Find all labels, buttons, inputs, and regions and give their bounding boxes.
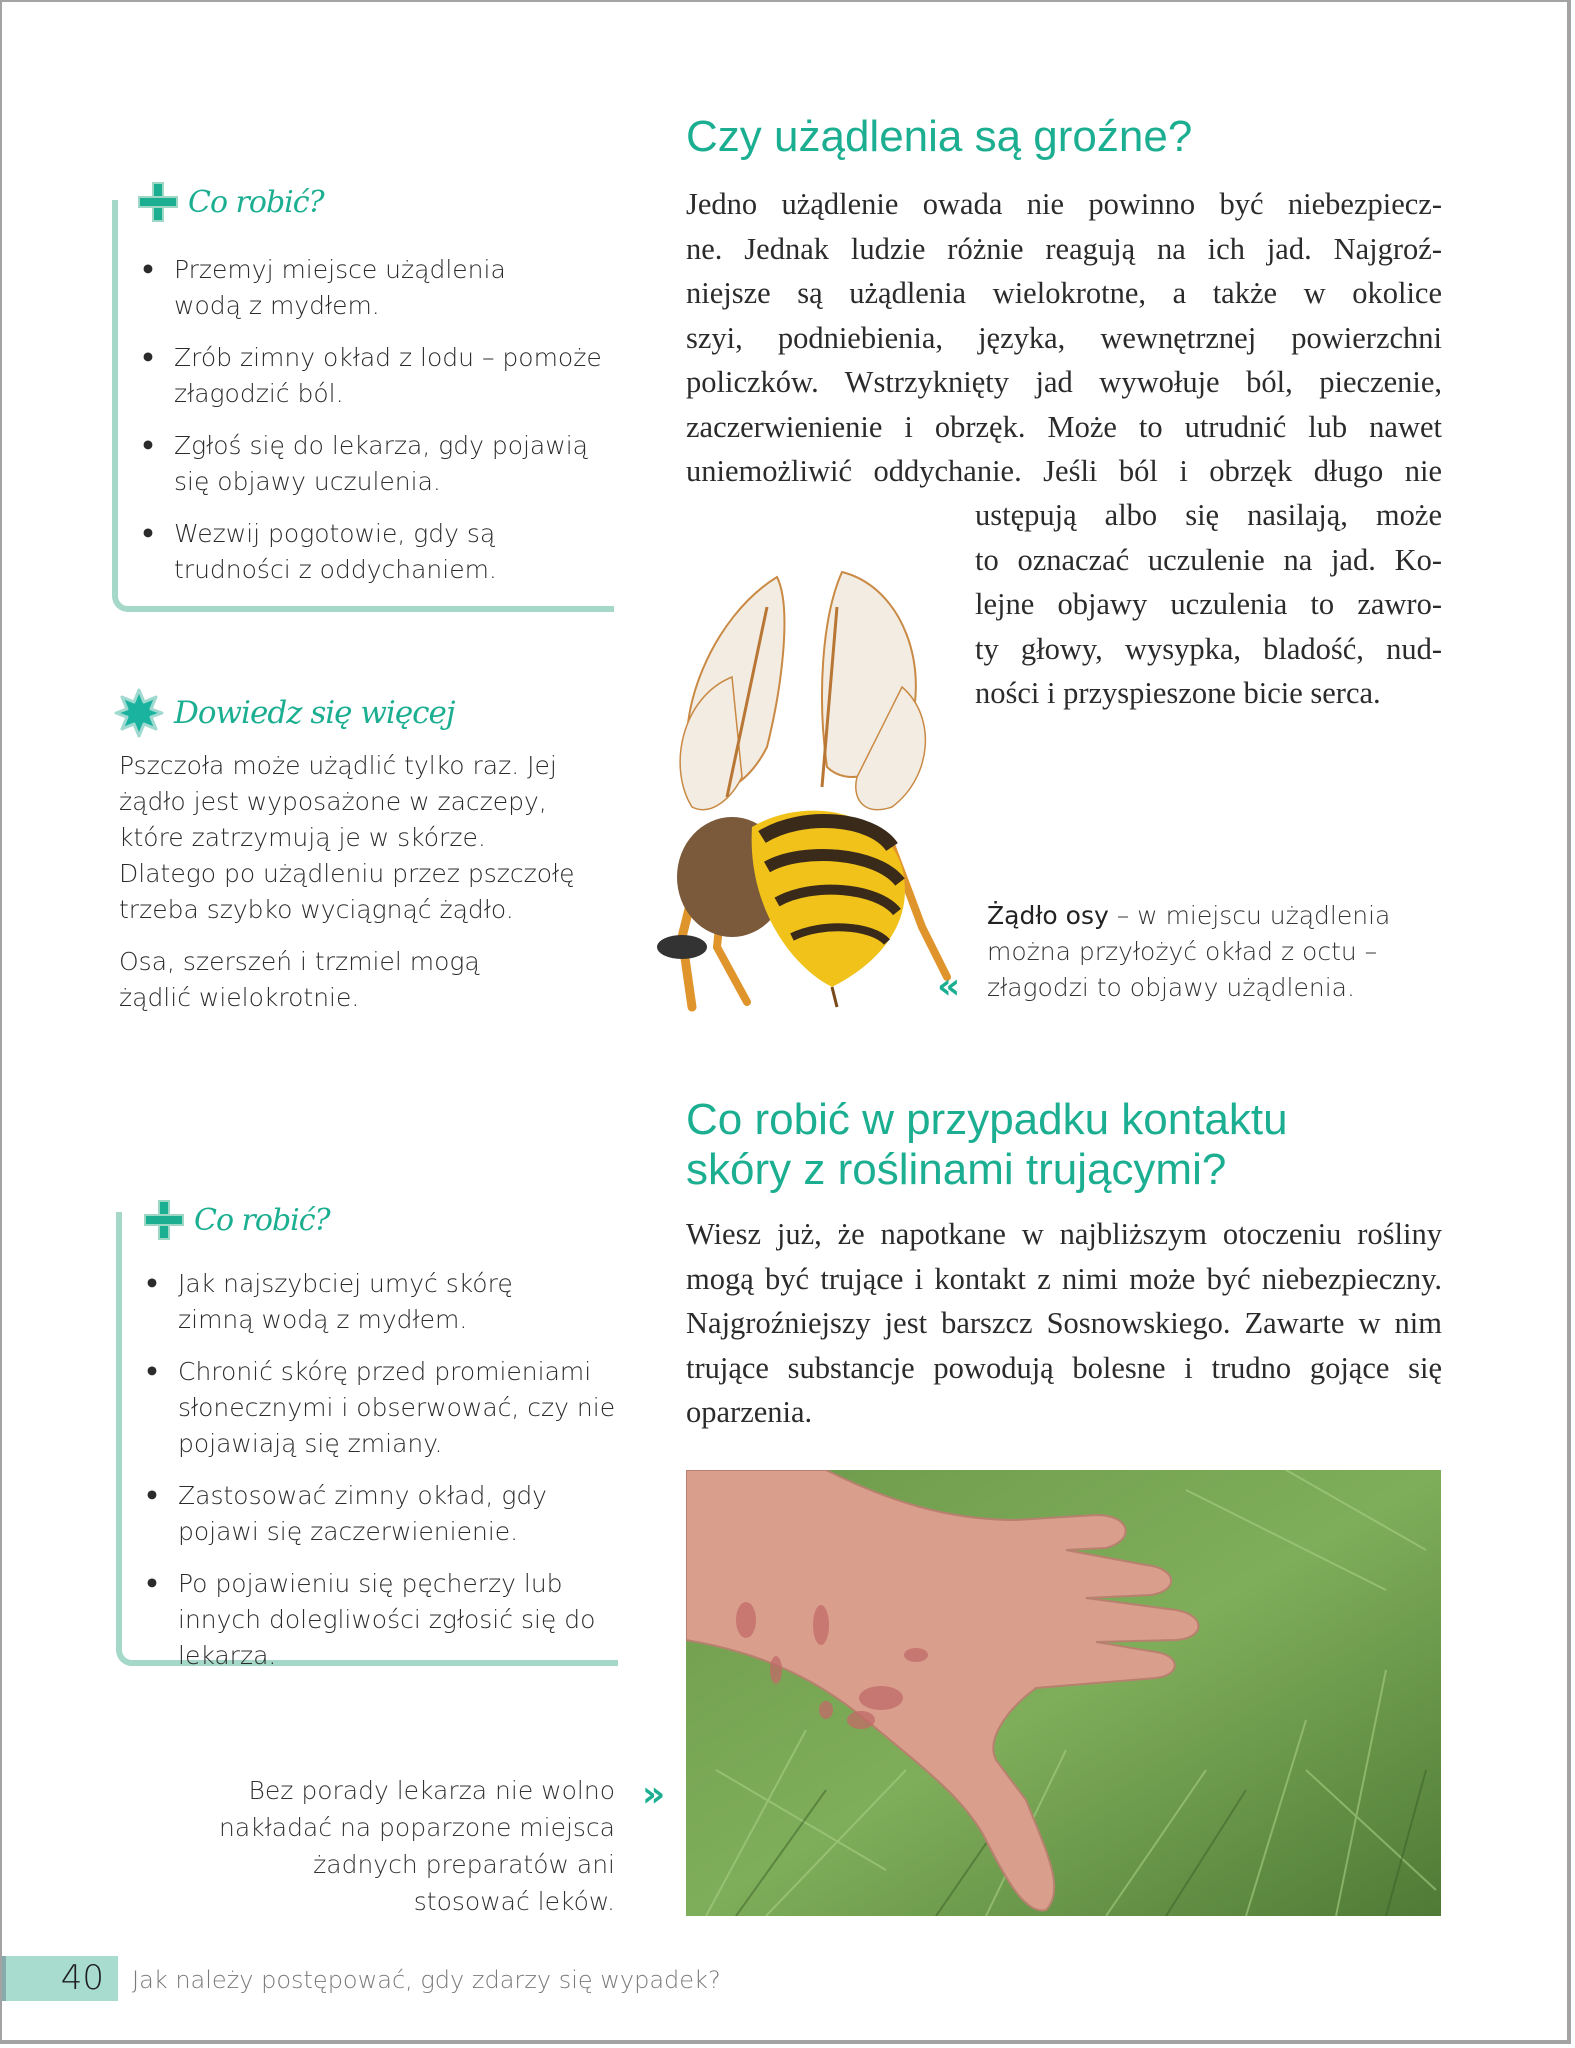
- paragraph-line: to oznaczać uczulenie na jad. Ko-: [975, 542, 1442, 577]
- paragraph-line: niejsze są użądlenia wielokrotne, a także w okolice: [686, 276, 1442, 310]
- wasp-caption: [987, 898, 1407, 1006]
- list-item: • Chronić skórę przed promieniami słonecznymi i obserwować, czy nie pojawiają się zmiany.: [144, 1354, 618, 1462]
- heading-line: skóry z roślinami trującymi?: [686, 1145, 1227, 1194]
- learn-more-paragraph: Pszczoła może użądlić tylko raz. Jej żądło jest wyposażone w zaczepy, które zatrzymują je w skórze. Dlatego po użądleniu przez pszczołę trzeba szybko wyciągnąć żądło.: [119, 751, 575, 924]
- paragraph-line: szyi, podniebienia, języka, wewnętrznej powierzchni: [686, 320, 1442, 355]
- plus-icon: [138, 182, 178, 222]
- stings-paragraph: [686, 182, 1442, 494]
- paragraph-line: ne. Jednak ludzie różnie reagują na ich jad. Najgroź-: [686, 231, 1442, 266]
- heading-line: Co robić w przypadku kontaktu: [686, 1095, 1288, 1144]
- list-item: • Zastosować zimny okład, gdy pojawi się zaczerwienienie.: [144, 1478, 618, 1550]
- chapter-title: Jak należy postępować, gdy zdarzy się wypadek?: [132, 1966, 721, 1994]
- plants-paragraph: Wiesz już, że napotkane w najbliższym otoczeniu rośliny mogą być trujące i kontakt z nimi może być niebezpieczny. Najgroźniejszy jest barszcz Sosnowskiego. Zawarte w nim trujące substancje powodują bolesne i trudno gojące się oparzenia.: [686, 1217, 1442, 1429]
- section-heading-stings: Czy użądlenia są groźne?: [686, 112, 1193, 161]
- list-item: • Po pojawieniu się pęcherzy lub innych dolegliwości zgłosić się do lekarza.: [144, 1566, 638, 1674]
- learn-more-paragraph: Osa, szerszeń i trzmiel mogą żądlić wielokrotnie.: [119, 947, 480, 1012]
- tip-list-plants: [144, 1266, 614, 1690]
- paragraph-line: Jedno użądlenie owada nie powinno być niebezpiecz-: [686, 187, 1442, 221]
- plus-icon: [144, 1200, 184, 1240]
- list-item: • Przemyj miejsce użądlenia wodą z mydłem.: [140, 252, 564, 324]
- caption-line: nakładać na poparzone miejsca: [219, 1813, 615, 1842]
- tip-title-text: Co robić?: [188, 184, 324, 220]
- paragraph-line: uniemożliwić oddychanie. Jeśli ból i obrzęk długo nie: [686, 454, 1442, 488]
- learn-more-title-text: Dowiedz się więcej: [174, 695, 455, 731]
- quote-right-icon: »: [642, 1774, 666, 1815]
- learn-more-body: [119, 748, 589, 1016]
- page-number: 40: [2, 1956, 118, 2001]
- paragraph-line: ty głowy, wysypka, bladość, nud-: [975, 631, 1442, 666]
- list-item: • Jak najszybciej umyć skórę zimną wodą z mydłem.: [144, 1266, 578, 1338]
- list-item: • Zrób zimny okład z lodu – pomoże złagodzić ból.: [140, 340, 604, 412]
- paragraph-line: lejne objawy uczulenia to zawro-: [975, 587, 1442, 621]
- section-heading-plants: [686, 1095, 1288, 1195]
- paragraph-line: ności i przyspieszone bicie serca.: [975, 676, 1381, 710]
- caption-line: żadnych preparatów ani: [313, 1850, 615, 1879]
- warning-caption: [202, 1772, 615, 1920]
- tip-list-stings: [140, 252, 600, 604]
- hand-burn-photo: [686, 1470, 1441, 1916]
- paragraph-line: ustępują albo się nasilają, może: [975, 498, 1442, 532]
- caption-line: Bez porady lekarza nie wolno: [248, 1776, 615, 1805]
- quote-left-icon: «: [937, 966, 961, 1007]
- caption-line: stosować leków.: [413, 1887, 615, 1916]
- tip-title-text: Co robić?: [194, 1202, 330, 1238]
- list-item: • Zgłoś się do lekarza, gdy pojawią się objawy uczulenia.: [140, 428, 600, 500]
- wasp-caption-text: – w miejscu użądlenia można przyłożyć okład z octu – złagodzi to objawy użądlenia.: [987, 901, 1391, 1002]
- list-item: • Wezwij pogotowie, gdy są trudności z oddychaniem.: [140, 516, 600, 588]
- wasp-caption-bold: Żądło osy: [987, 901, 1109, 930]
- learn-more-title: [114, 688, 454, 738]
- wasp-image: [652, 547, 962, 1027]
- stings-paragraph-continued: [975, 493, 1442, 716]
- paragraph-line: zaczerwienienie i obrzęk. Może to utrudnić lub nawet: [686, 409, 1442, 444]
- tip-box-plants-title: [144, 1200, 330, 1240]
- tip-box-stings-title: [138, 182, 324, 222]
- star-icon: [114, 688, 164, 738]
- paragraph-line: policzków. Wstrzyknięty jad wywołuje ból, pieczenie,: [686, 365, 1442, 399]
